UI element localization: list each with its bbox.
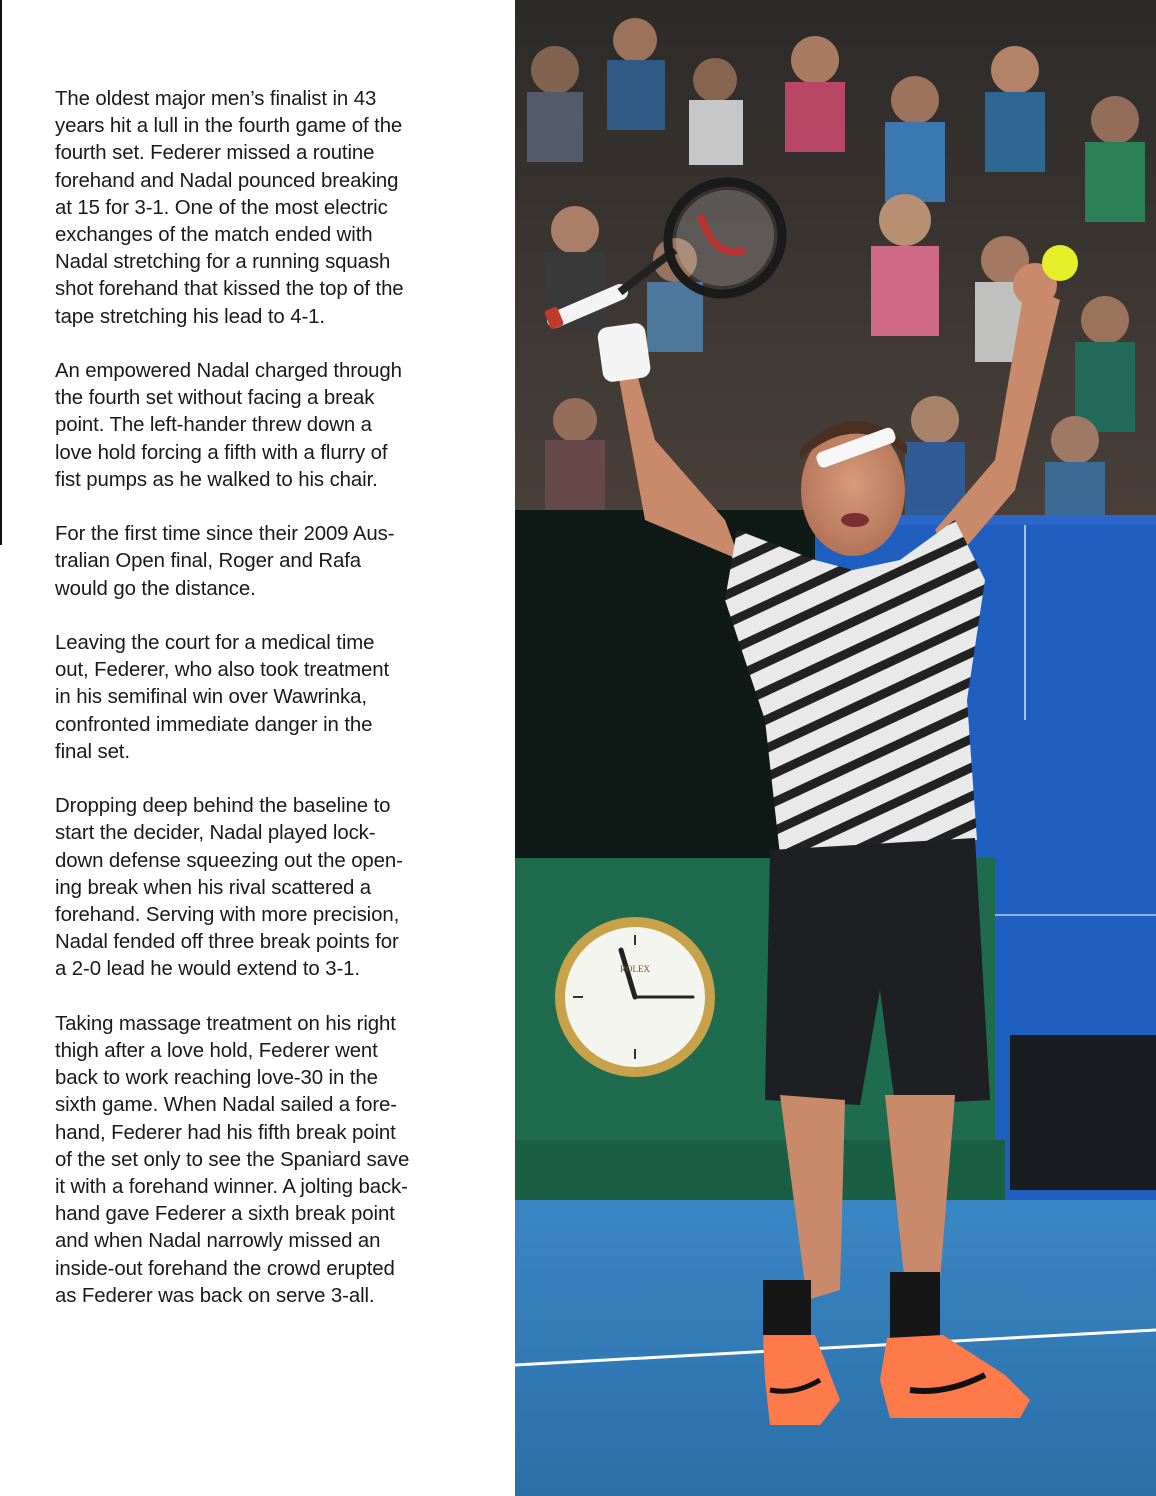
page-edge-rule — [0, 0, 2, 545]
scoreboard-panel — [1010, 1035, 1156, 1190]
federer-celebration-photo — [515, 0, 1156, 1496]
article-body — [55, 86, 455, 1337]
article-paragraph-5: Dropping deep behind the baseline to start the decider, Nadal played lock- down defense squeezing out the open- ing break when his rival scattered a forehand. Serving with more precision, Nadal fended off three break points for a 2-0 lead he would extend to 3-1. — [55, 795, 403, 981]
rolex-clock — [555, 917, 715, 1077]
clock-brand-text: ROLEX — [620, 964, 650, 974]
tennis-ball — [1042, 245, 1078, 281]
article-paragraph-3: For the first time since their 2009 Aus- tralian Open final, Roger and Rafa would go the distance. — [55, 523, 395, 600]
article-paragraph-1: The oldest major men’s finalist in 43 years hit a lull in the fourth game of the fourth set. Federer missed a routine forehand and Nadal pounced breaking at 15 for 3-1. One of the most electric exchanges of the match ended with Nadal stretching for a running squash shot forehand that kissed the top of the tape stretching his lead to 4-1. — [55, 88, 404, 328]
article-paragraph-2: An empowered Nadal charged through the fourth set without facing a break point. The left-hander threw down a love hold forcing a fifth with a flurry of fist pumps as he walked to his chair. — [55, 360, 402, 491]
article-paragraph-4: Leaving the court for a medical time out, Federer, who also took treatment in his semifinal win over Wawrinka, confronted immediate danger in the final set. — [55, 632, 390, 763]
article-paragraph-6: Taking massage treatment on his right thigh after a love hold, Federer went back to work reaching love-30 in the sixth game. When Nadal sailed a fore- hand, Federer had his fifth break point of the set only to see the Spaniard save it with a forehand winner. A jolting back- hand gave Federer a sixth break point and when Nadal narrowly missed an inside-out forehand the crowd erupted as Federer was back on serve 3-all. — [55, 1012, 410, 1307]
